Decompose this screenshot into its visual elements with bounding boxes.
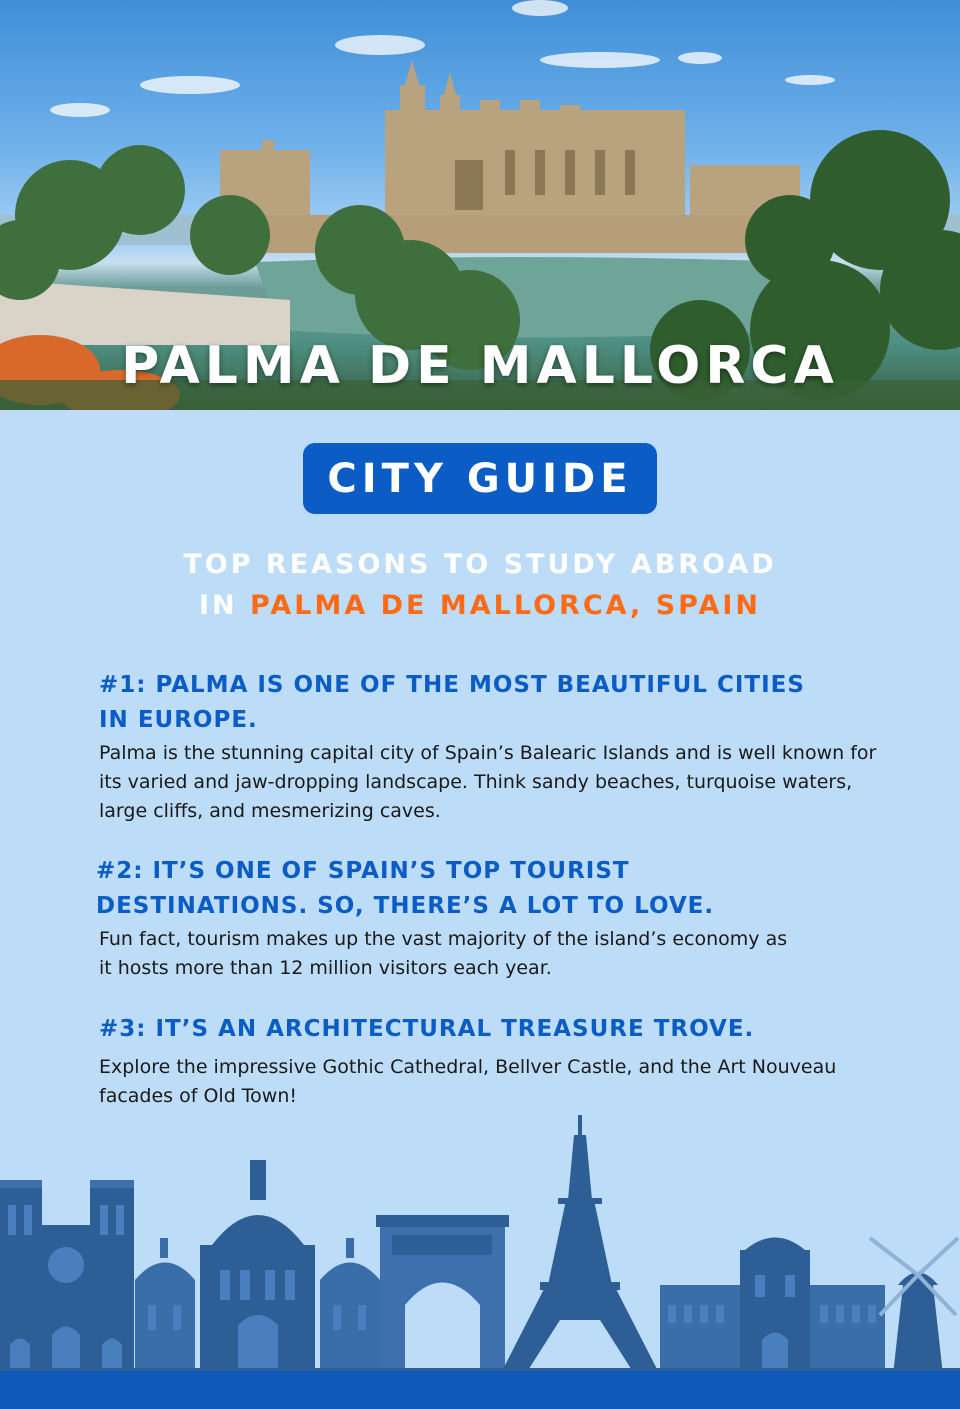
subheading-line2 <box>0 590 960 621</box>
reason-1-title <box>99 668 879 738</box>
hero-title: PALMA DE MALLORCA <box>121 336 839 396</box>
eiffel-tower-silhouette <box>500 1115 660 1375</box>
reason-2-title <box>96 854 876 924</box>
city-guide-badge <box>303 443 657 514</box>
hero-photo <box>0 0 960 410</box>
subheading-prefix: IN <box>199 590 251 621</box>
triumphal-arch-silhouette <box>376 1215 509 1375</box>
reason-2-title-line2: DESTINATIONS. SO, THERE’S A LOT TO LOVE. <box>96 893 715 919</box>
reason-3-body: Explore the impressive Gothic Cathedral, Bellver Castle, and the Art Nouveau facades of Old Town! <box>99 1056 837 1107</box>
palace-silhouette <box>660 1238 885 1376</box>
european-skyline-illustration <box>0 1110 960 1409</box>
subheading-line1: TOP REASONS TO STUDY ABROAD <box>183 549 777 580</box>
reason-1-title-line1: #1: PALMA IS ONE OF THE MOST BEAUTIFUL CITIES <box>99 672 805 698</box>
reason-3-title-line1: #3: IT’S AN ARCHITECTURAL TREASURE TROVE. <box>99 1016 755 1042</box>
city-guide-label: CITY GUIDE <box>327 455 633 502</box>
reason-2-title-line1: #2: IT’S ONE OF SPAIN’S TOP TOURIST <box>96 858 630 884</box>
cathedral-silhouette <box>0 1180 134 1375</box>
subheading-highlight: PALMA DE MALLORCA, SPAIN <box>250 590 761 621</box>
reason-2-body: Fun fact, tourism makes up the vast majority of the island’s economy as it hosts more than 12 million visitors each year. <box>99 928 788 979</box>
footer-bar <box>0 1371 960 1409</box>
reason-1-title-line2: IN EUROPE. <box>99 707 258 733</box>
domed-basilica-silhouette <box>135 1160 380 1375</box>
reason-3-title <box>99 1012 879 1047</box>
reason-1-body: Palma is the stunning capital city of Spain’s Balearic Islands and is well known for its varied and jaw-dropping landscape. Think sandy beaches, turquoise waters, large cliffs, and mesmerizing caves. <box>99 742 877 822</box>
